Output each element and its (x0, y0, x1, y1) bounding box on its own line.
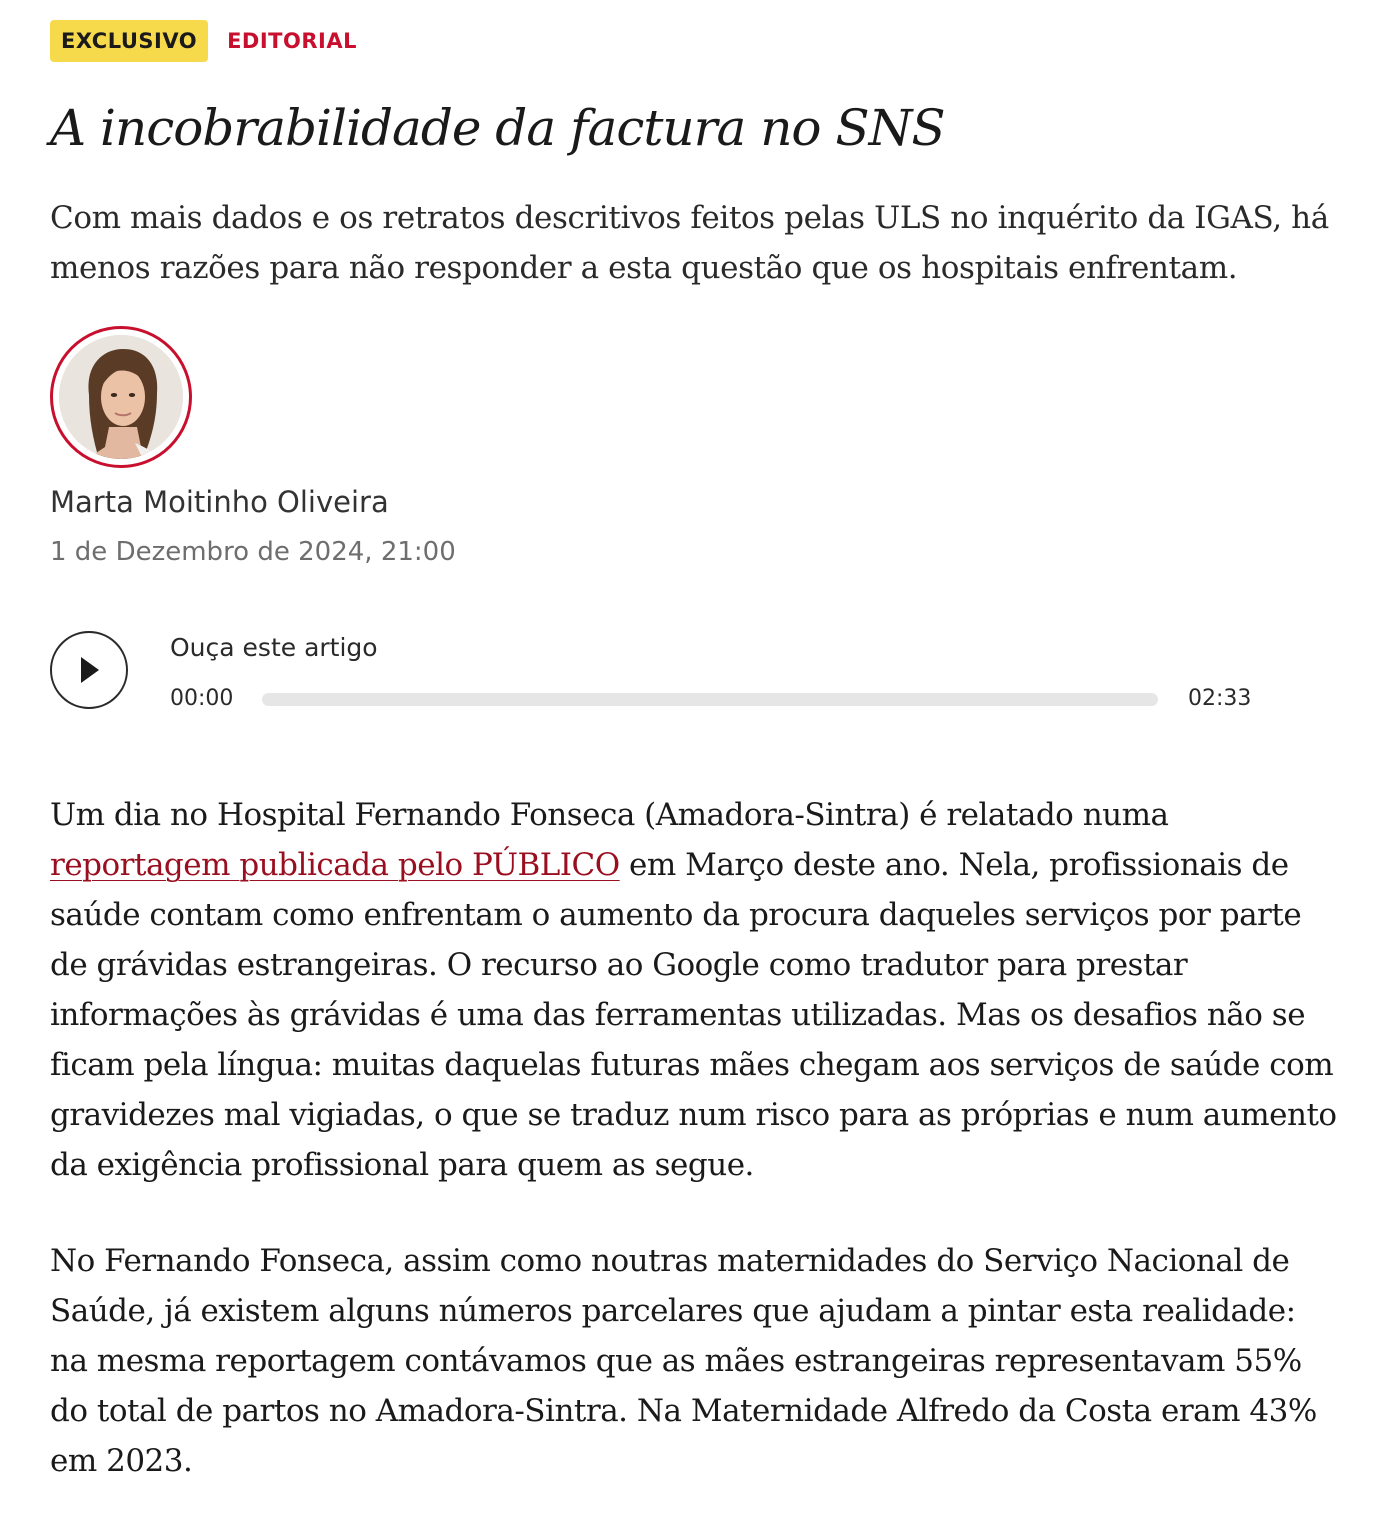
exclusive-badge: EXCLUSIVO (50, 20, 208, 62)
audio-duration: 02:33 (1188, 686, 1252, 711)
audio-label: Ouça este artigo (170, 633, 378, 662)
paragraph-text: Um dia no Hospital Fernando Fonseca (Amadora-Sintra) é relatado numa (50, 797, 1169, 833)
author-avatar[interactable] (50, 326, 192, 468)
article-title: A incobrabilidade da factura no SNS (50, 99, 945, 157)
kicker-row (50, 20, 357, 62)
author-photo (59, 335, 183, 459)
section-label[interactable]: EDITORIAL (227, 29, 357, 53)
author-name[interactable]: Marta Moitinho Oliveira (50, 485, 389, 519)
audio-current-time: 00:00 (170, 686, 234, 711)
paragraph-text: em Março deste ano. Nela, profissionais de saúde contam como enfrentam o aumento da procura daqueles serviços por parte de grávidas estrangeiras. O recurso ao Google como tradutor para prestar informações às grávidas é uma das ferramentas utilizadas. Mas os desafios não se ficam pela língua: muitas daquelas futuras mães chegam aos serviços de saúde com gravidezes mal vigiadas, o que se traduz num risco para as próprias e num aumento da exigência profissional para quem as segue. (50, 847, 1337, 1183)
audio-progress-bar[interactable] (262, 693, 1158, 706)
body-paragraph (50, 790, 1340, 1190)
publish-date: 1 de Dezembro de 2024, 21:00 (50, 537, 456, 567)
article-subtitle: Com mais dados e os retratos descritivos feitos pelas ULS no inquérito da IGAS, há menos razões para não responder a esta questão que os hospitais enfrentam. (50, 200, 1329, 286)
body-paragraph: No Fernando Fonseca, assim como noutras maternidades do Serviço Nacional de Saúde, já existem alguns números parcelares que ajudam a pintar esta realidade: na mesma reportagem contávamos que as mães estrangeiras representavam 55% do total de partos no Amadora-Sintra. Na Maternidade Alfredo da Costa eram 43% em 2023. (50, 1243, 1317, 1479)
play-icon (77, 655, 101, 685)
play-button[interactable] (50, 631, 128, 709)
article-link[interactable]: reportagem publicada pelo PÚBLICO (50, 847, 620, 883)
